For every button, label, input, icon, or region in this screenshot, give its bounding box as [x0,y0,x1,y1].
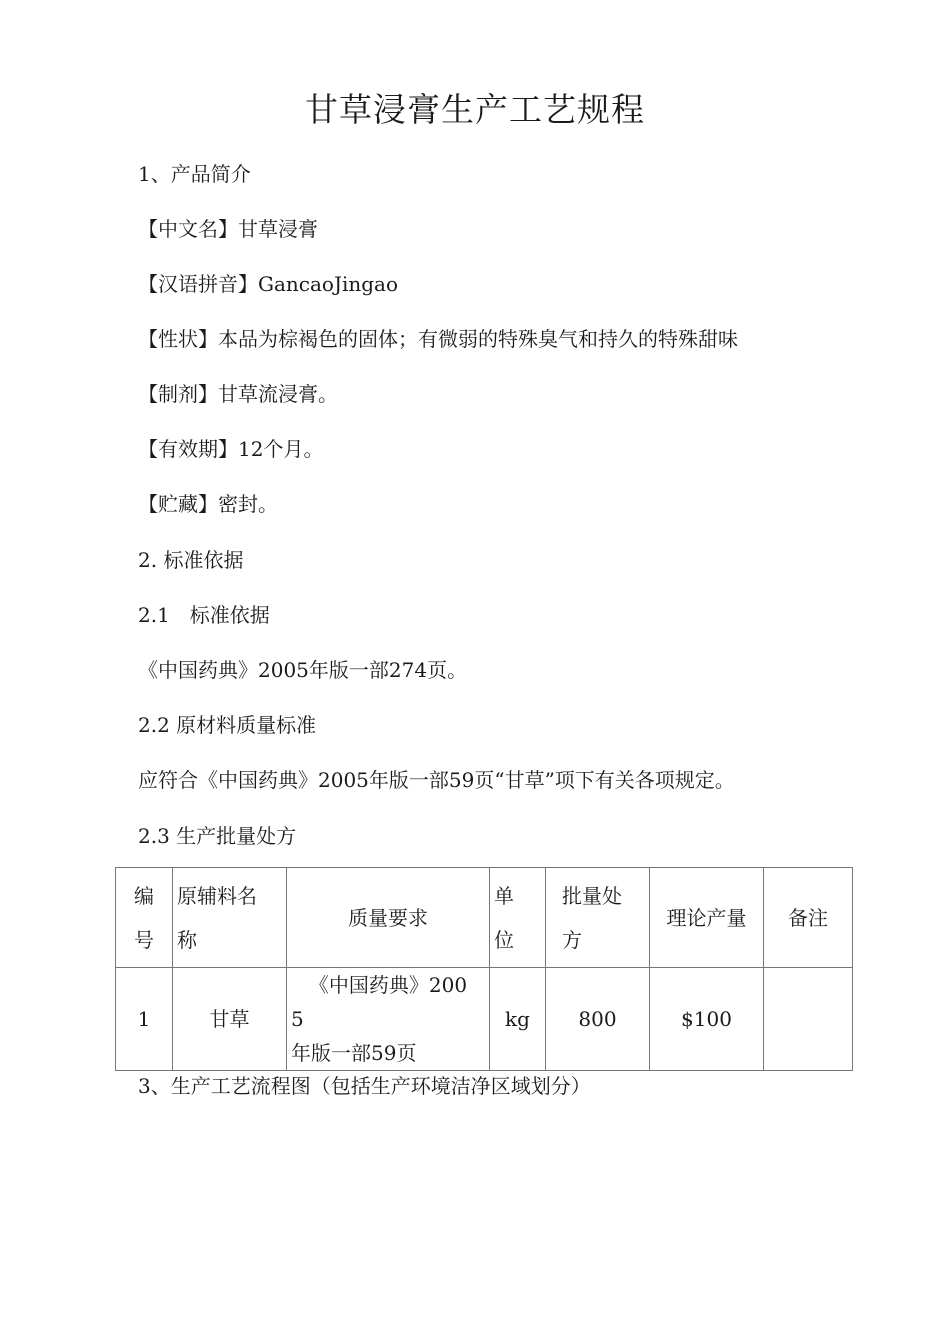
header-remark: 备注 [764,868,853,968]
section-2-heading: 2. 标准依据 [138,548,244,572]
header-unit [490,868,546,968]
cell-batch: 800 [546,968,650,1071]
document-title: 甘草浸膏生产工艺规程 [305,90,645,129]
table-row [116,968,853,1071]
header-material-line2: 称 [177,927,197,952]
header-no-line1: 编 [134,883,154,908]
header-batch-line2: 方 [562,927,582,952]
cell-quality [287,968,490,1071]
validity-line: 【有效期】12个月。 [138,437,324,461]
cell-quality-line3: 年版一部59页 [291,1041,417,1065]
properties-line: 【性状】本品为棕褐色的固体；有微弱的特殊臭气和持久的特殊甜味 [138,327,738,351]
cell-material: 甘草 [173,968,287,1071]
section-2-2-text: 应符合《中国药典》2005年版一部59页“甘草”项下有关各项规定。 [138,768,735,792]
section-2-2-heading: 2.2 原材料质量标准 [138,713,317,737]
header-no [116,868,173,968]
header-unit-line2: 位 [494,927,514,952]
header-theory: 理论产量 [650,868,764,968]
batch-formula-table [115,867,853,1071]
cell-no: 1 [116,968,173,1071]
storage-line: 【贮藏】密封。 [138,492,278,516]
cell-unit: kg [490,968,546,1071]
header-material-line1: 原辅料名 [177,883,257,908]
header-batch-line1: 批量处 [562,883,622,908]
pinyin-line: 【汉语拼音】GancaoJingao [138,272,399,296]
chinese-name-line: 【中文名】甘草浸膏 [138,217,318,241]
section-1-heading: 1、产品简介 [138,162,251,186]
cell-quality-line1: 《中国药典》200 [308,973,468,997]
cell-theory: $100 [650,968,764,1071]
section-2-1-heading: 2.1 标准依据 [138,603,270,627]
header-unit-line1: 单 [494,883,514,908]
header-quality: 质量要求 [287,868,490,968]
header-no-line2: 号 [134,927,154,952]
header-batch [546,868,650,968]
section-2-3-heading: 2.3 生产批量处方 [138,824,297,848]
header-material [173,868,287,968]
cell-quality-line2: 5 [291,1007,304,1031]
section-3-heading: 3、生产工艺流程图（包括生产环境洁净区域划分） [138,1074,591,1098]
preparation-line: 【制剂】甘草流浸膏。 [138,382,338,406]
table-header-row [116,868,853,968]
cell-remark [764,968,853,1071]
section-2-1-text: 《中国药典》2005年版一部274页。 [138,658,468,682]
